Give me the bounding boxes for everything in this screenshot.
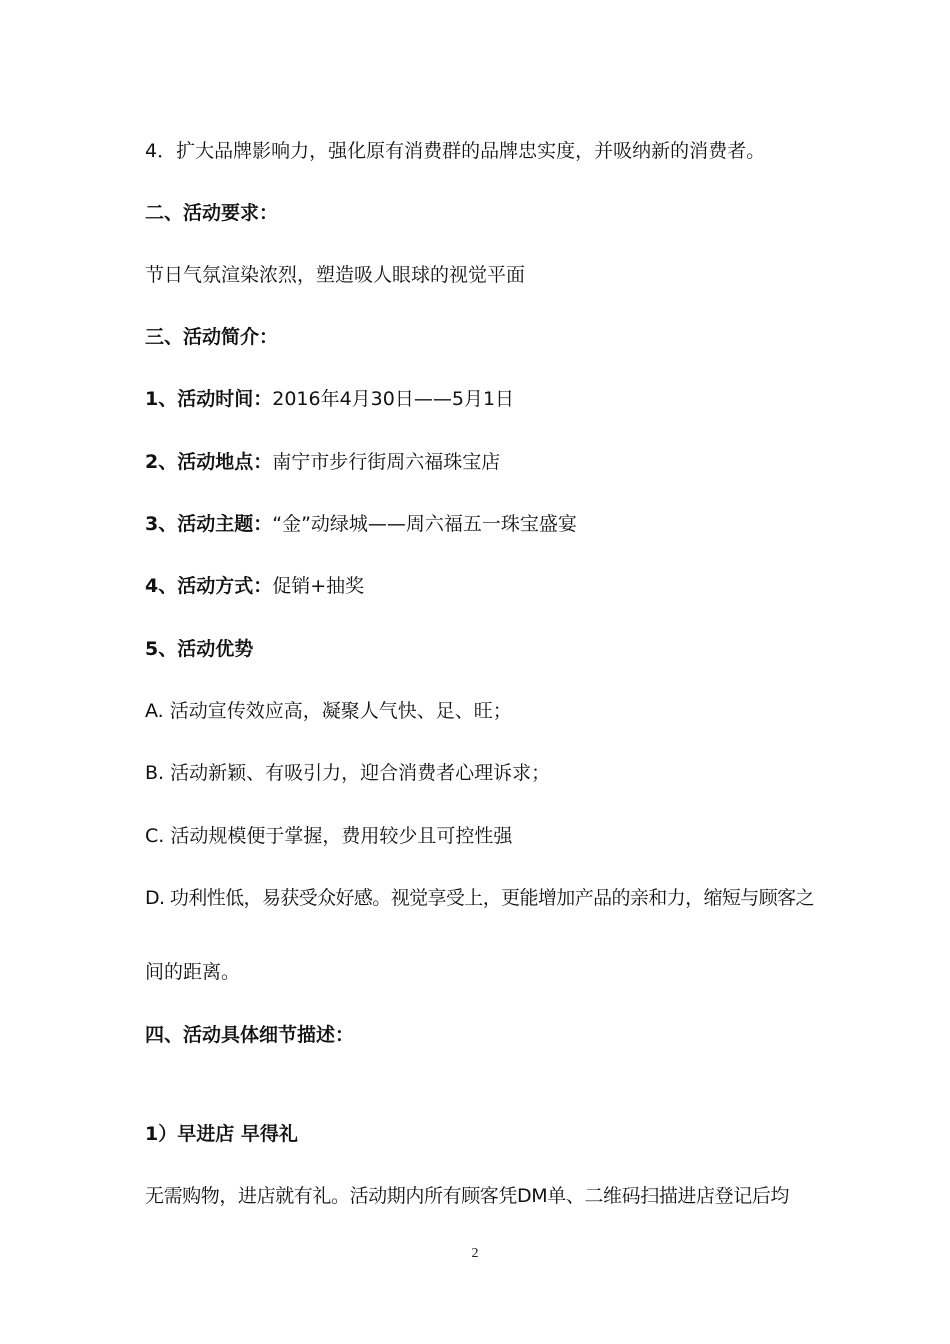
item-1-value: 2016年4月30日——5月1日 bbox=[272, 388, 515, 410]
item-1-label: 1、活动时间： bbox=[145, 388, 273, 410]
subsection-1-heading: 1）早进店 早得礼 bbox=[145, 1123, 298, 1145]
advantage-b: B. 活动新颖、有吸引力，迎合消费者心理诉求； bbox=[145, 762, 551, 784]
item-2-location bbox=[145, 449, 825, 475]
page-number: 2 bbox=[471, 1246, 479, 1261]
item-2-label: 2、活动地点： bbox=[145, 451, 273, 473]
item-4-label: 4、活动方式： bbox=[145, 575, 273, 597]
advantage-d-line-2: 间的距离。 bbox=[145, 961, 241, 983]
item-3-theme bbox=[145, 511, 825, 537]
section-4-heading: 四、活动具体细节描述： bbox=[145, 1024, 355, 1046]
section-2-heading: 二、活动要求： bbox=[145, 202, 279, 224]
item-3-label: 3、活动主题： bbox=[145, 513, 273, 535]
advantage-d-line-1: D. 功利性低，易获受众好感。视觉享受上，更能增加产品的亲和力，缩短与顾客之 bbox=[145, 887, 814, 909]
item-1-time bbox=[145, 386, 825, 412]
item-4-value: 促销+抽奖 bbox=[272, 575, 365, 597]
item-5-heading: 5、活动优势 bbox=[145, 638, 254, 660]
item-4-method bbox=[145, 573, 825, 599]
goal-4-text: 4．扩大品牌影响力，强化原有消费群的品牌忠实度，并吸纳新的消费者。 bbox=[145, 140, 766, 162]
section-2-text: 节日气氛渲染浓烈，塑造吸人眼球的视觉平面 bbox=[145, 264, 526, 286]
item-3-value: “金”动绿城——周六福五一珠宝盛宴 bbox=[272, 513, 577, 535]
item-2-value: 南宁市步行街周六福珠宝店 bbox=[272, 451, 501, 473]
section-3-heading: 三、活动简介： bbox=[145, 326, 279, 348]
advantage-c: C. 活动规模便于掌握，费用较少且可控性强 bbox=[145, 825, 513, 847]
advantage-a: A. 活动宣传效应高，凝聚人气快、足、旺； bbox=[145, 700, 512, 722]
subsection-1-text: 无需购物，进店就有礼。活动期内所有顾客凭DM单、二维码扫描进店登记后均 bbox=[145, 1185, 790, 1207]
